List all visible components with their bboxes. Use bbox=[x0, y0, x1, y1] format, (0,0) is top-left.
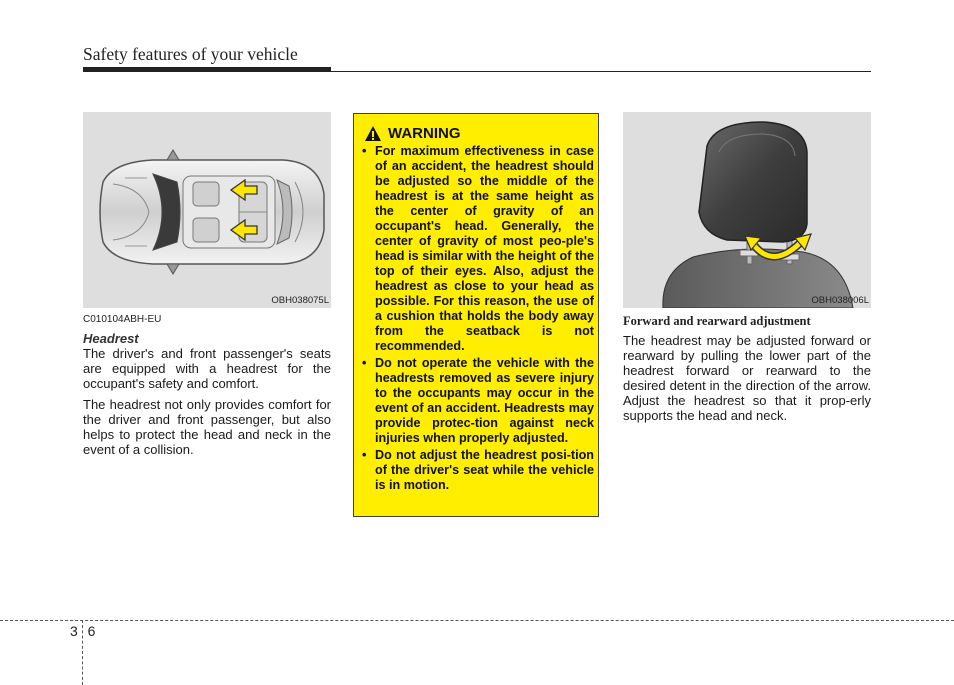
warning-triangle-icon bbox=[364, 125, 382, 142]
right-column bbox=[623, 314, 871, 429]
footer-divider bbox=[0, 620, 954, 621]
header-rule bbox=[83, 71, 871, 72]
warning-box bbox=[353, 113, 599, 517]
warning-header bbox=[364, 122, 461, 144]
page-header-title: Safety features of your vehicle bbox=[83, 44, 298, 64]
section-heading: Forward and rearward adjustment bbox=[623, 314, 811, 328]
warning-item: • Do not adjust the headrest posi-tion of the driver's seat while the vehicle is in motion. bbox=[362, 448, 594, 493]
car-top-view-figure bbox=[83, 112, 331, 308]
car-top-view-illustration bbox=[83, 112, 331, 308]
headrest-figure bbox=[623, 112, 871, 308]
headrest-illustration bbox=[623, 112, 871, 308]
warning-title: WARNING bbox=[388, 124, 461, 142]
document-code: C010104ABH-EU bbox=[83, 314, 162, 325]
figure-code: OBH038006L bbox=[811, 295, 869, 306]
page-number: 3 6 bbox=[70, 623, 96, 639]
left-column bbox=[83, 314, 331, 463]
warning-list bbox=[362, 144, 594, 495]
paragraph: The driver's and front passenger's seats are equipped with a headrest for the occupant's safety and comfort. bbox=[83, 346, 331, 391]
section-heading: Headrest bbox=[83, 331, 139, 346]
warning-item: • Do not operate the vehicle with the headrests removed as severe injury to the occupants may occur in the event of an accident. Headrests may provide protec-tion against neck injuries when properly adjusted. bbox=[362, 356, 594, 446]
paragraph: The headrest not only provides comfort for the driver and front passenger, but also helps to protect the head and neck in the event of a collision. bbox=[83, 397, 331, 457]
figure-code: OBH038075L bbox=[271, 295, 329, 306]
warning-item: • For maximum effectiveness in case of an accident, the headrest should be adjusted so the middle of the headrest is at the same height as the center of gravity of an occupant's head. Generally, the center of gravity of most peo-ple's head is similar with the height of the top of their eyes. Also, adjust the headrest as close to your head as possible. For this reason, the use of a cushion that holds the body away from the seatback is not recommended. bbox=[362, 144, 594, 354]
paragraph: The headrest may be adjusted forward or rearward by pulling the lower part of the headrest forward or rearward to the desired detent in the direction of the arrow. Adjust the headrest so that it prop-erly supports the head and neck. bbox=[623, 333, 871, 423]
